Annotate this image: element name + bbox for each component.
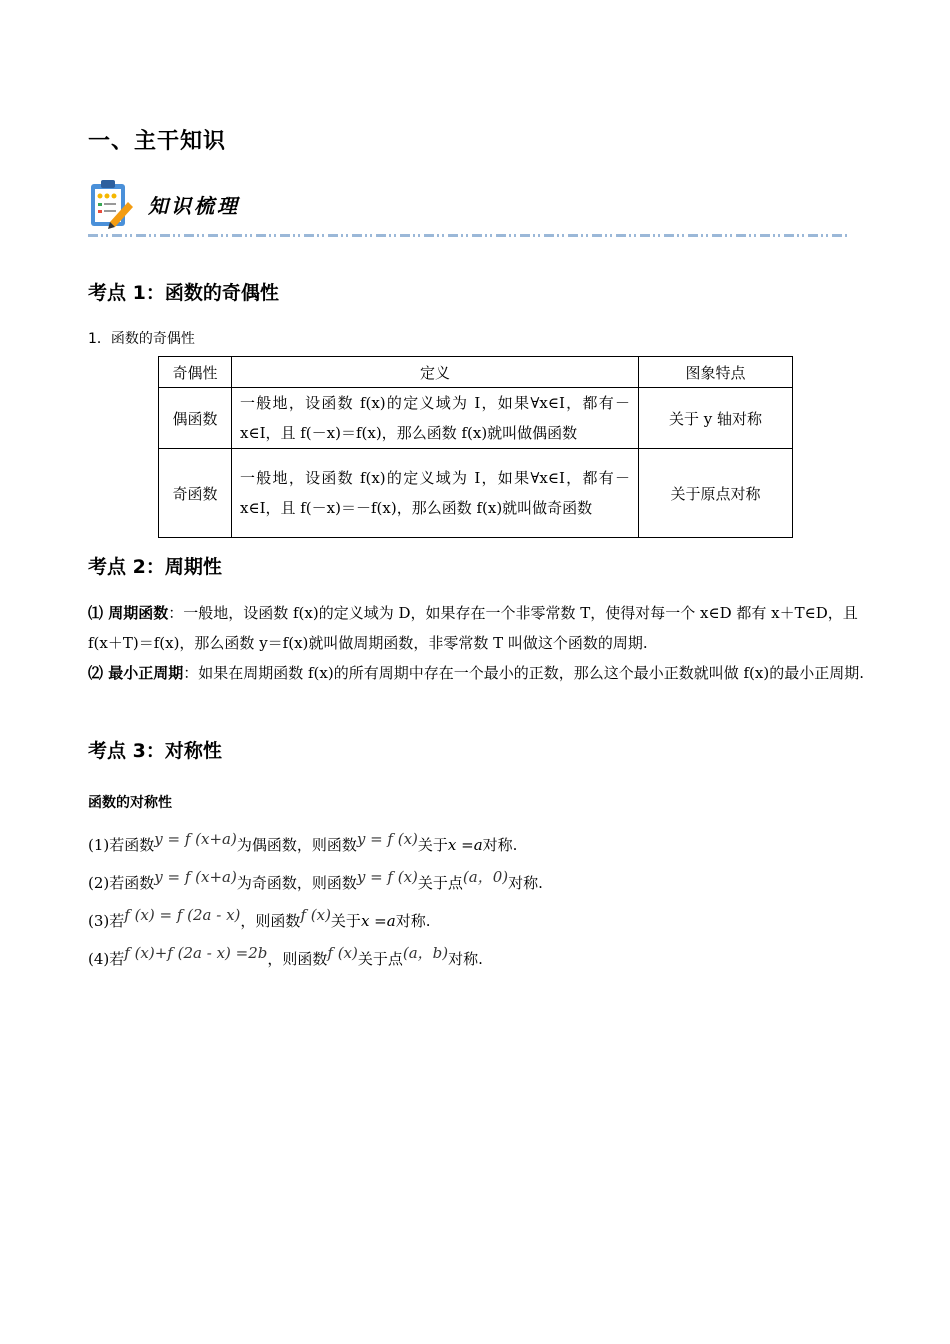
item-text: 对称. (448, 950, 483, 968)
formula: f (x) (300, 906, 331, 924)
item-text: 关于点 (417, 874, 463, 892)
item-text: (1)若函数 (88, 836, 155, 854)
item-text: ，则函数 (240, 912, 301, 930)
min-period-label: ⑵ 最小正周期 (88, 664, 184, 682)
symmetry-item (88, 862, 868, 898)
formula: y = f (x+a) (154, 868, 237, 886)
table-cell-definition: 一般地，设函数 f(x)的定义域为 I，如果∀x∈I，都有－x∈I，且 f(－x)＝f(x)，那么函数 f(x)就叫做偶函数 (232, 388, 639, 449)
formula: f (x) = f (2a - x) (124, 906, 241, 924)
formula: x =a (360, 912, 396, 930)
item-text: 关于 (330, 912, 361, 930)
min-period-text: ：如果在周期函数 f(x)的所有周期中存在一个最小的正数，那么这个最小正数就叫做 f(x)的最小正周期. (183, 664, 864, 682)
periodic-label: ⑴ 周期函数 (88, 604, 169, 622)
symmetry-item (88, 900, 868, 936)
formula: (a，b) (402, 944, 449, 962)
kp3-title: 考点 3：对称性 (88, 740, 222, 762)
table-cell-feature: 关于 y 轴对称 (639, 388, 793, 449)
formula: y = f (x) (356, 830, 418, 848)
formula: f (x) (327, 944, 358, 962)
kp3-subtitle: 函数的对称性 (88, 795, 172, 811)
symmetry-item (88, 938, 868, 974)
formula: x =a (447, 836, 483, 854)
table-row (159, 388, 793, 449)
item-text: (4)若 (88, 950, 125, 968)
item-text: (3)若 (88, 912, 125, 930)
table-row (159, 449, 793, 538)
formula: f (x)+f (2a - x) =2b (124, 944, 268, 962)
kp1-subtitle: 1．函数的奇偶性 (88, 331, 195, 347)
item-text: 为奇函数，则函数 (236, 874, 357, 892)
formula: y = f (x) (356, 868, 418, 886)
item-text: ，则函数 (267, 950, 328, 968)
item-text: (2)若函数 (88, 874, 155, 892)
kp2-min-period-paragraph (88, 658, 868, 688)
periodic-text: ：一般地，设函数 f(x)的定义域为 D，如果存在一个非零常数 T，使得对每一个 x∈D 都有 x＋T∈D，且 f(x＋T)＝f(x)，那么函数 y＝f(x)就叫做周期函数，非零常数 T 叫做这个函数的周期. (88, 604, 858, 652)
kp2-title: 考点 2：周期性 (88, 556, 222, 578)
formula: (a，0) (462, 868, 509, 886)
item-text: 关于 (417, 836, 448, 854)
item-text: 对称. (508, 874, 543, 892)
kp2-periodic-paragraph (88, 598, 868, 658)
table-cell-feature: 关于原点对称 (639, 449, 793, 538)
formula: y = f (x+a) (154, 830, 237, 848)
section-heading: 一、主干知识 (88, 129, 227, 154)
symmetry-item (88, 824, 868, 860)
table-header: 定义 (232, 357, 639, 388)
banner-title: 知识梳理 (148, 194, 240, 218)
kp1-title: 考点 1：函数的奇偶性 (88, 282, 279, 304)
table-header-row (159, 357, 793, 388)
parity-table (158, 356, 793, 538)
table-header: 图象特点 (639, 357, 793, 388)
dashed-divider (88, 234, 850, 237)
item-text: 为偶函数，则函数 (236, 836, 357, 854)
item-text: 关于点 (357, 950, 403, 968)
item-text: 对称. (482, 836, 518, 854)
table-cell-definition: 一般地，设函数 f(x)的定义域为 I，如果∀x∈I，都有－x∈I，且 f(－x)＝－f(x)，那么函数 f(x)就叫做奇函数 (232, 449, 639, 538)
table-cell-name: 奇函数 (159, 449, 232, 538)
item-text: 对称. (395, 912, 431, 930)
table-header: 奇偶性 (159, 357, 232, 388)
table-cell-name: 偶函数 (159, 388, 232, 449)
clipboard-icon (88, 178, 134, 230)
